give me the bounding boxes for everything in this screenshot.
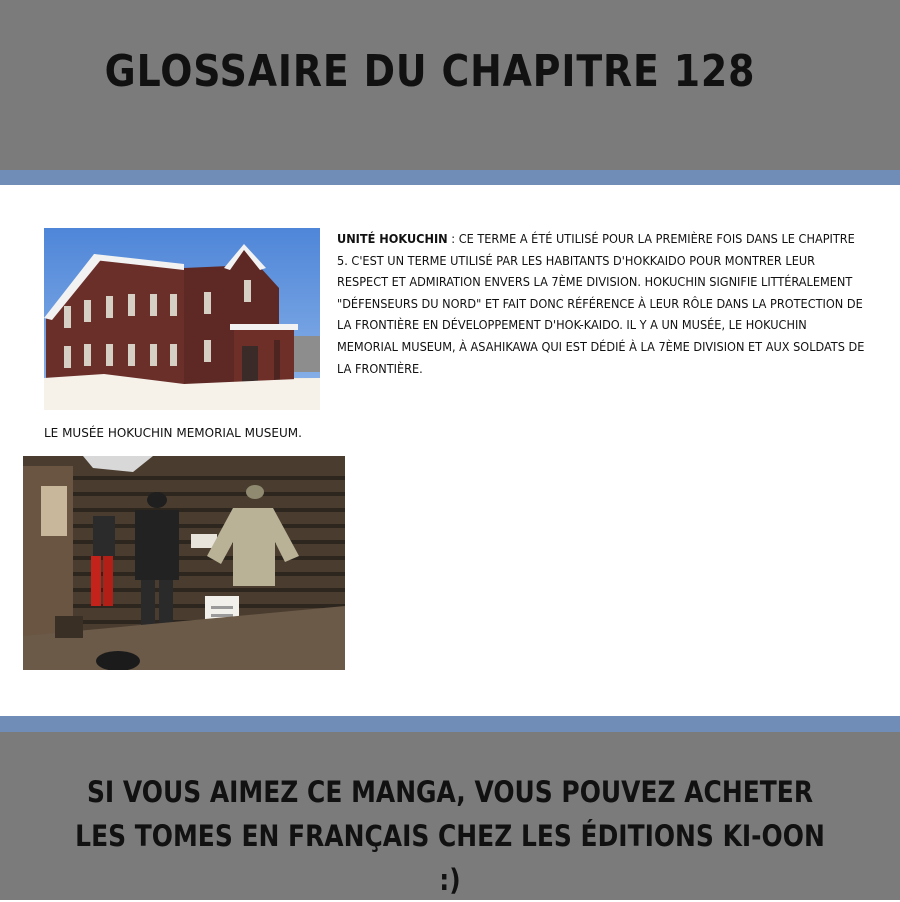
glossary-definition: CE TERME A ÉTÉ UTILISÉ POUR LA PREMIÈRE FOIS DANS LE CHAPITRE 5. C'EST UN TERME UTILISÉ PAR LES HABITANTS D'HOKKAIDO POUR MONTRER LEUR RESPECT ET ADMIRATION ENVERS LA 7ÈME DIVISION. HOKUCHIN SIGNIFIE LITTÉRALEMENT "DÉFENSEURS DU NORD" ET FAIT DONC RÉFÉRENCE À LEUR RÔLE DANS LA PROTECTION DE LA FRONTIÈRE EN DÉVELOPPEMENT D'HOK-KAIDO. IL Y A UN MUSÉE, LE HOKUCHIN MEMORIAL MUSEUM, À ASAHIKAWA QUI EST DÉDIÉ À LA 7ÈME DIVISION ET AUX SOLDATS DE LA FRONTIÈRE. — [337, 231, 865, 376]
glossary-entry — [337, 228, 867, 379]
footer-line-2: LES TOMES EN FRANÇAIS CHEZ LES ÉDITIONS KI-OON :) — [75, 819, 825, 897]
footer-line-1: SI VOUS AIMEZ CE MANGA, VOUS POUVEZ ACHETER — [86, 775, 814, 809]
photo-caption: LE MUSÉE HOKUCHIN MEMORIAL MUSEUM. — [44, 426, 302, 440]
museum-exhibit-photo — [23, 456, 345, 670]
glossary-term: UNITÉ HOKUCHIN — [337, 231, 448, 246]
footer-message — [0, 770, 900, 902]
bottom-accent-stripe — [0, 716, 900, 732]
museum-building-photo — [44, 228, 320, 410]
top-accent-stripe — [0, 170, 900, 185]
glossary-separator: : — [447, 231, 459, 246]
page-title: GLOSSAIRE DU CHAPITRE 128 — [104, 46, 756, 97]
